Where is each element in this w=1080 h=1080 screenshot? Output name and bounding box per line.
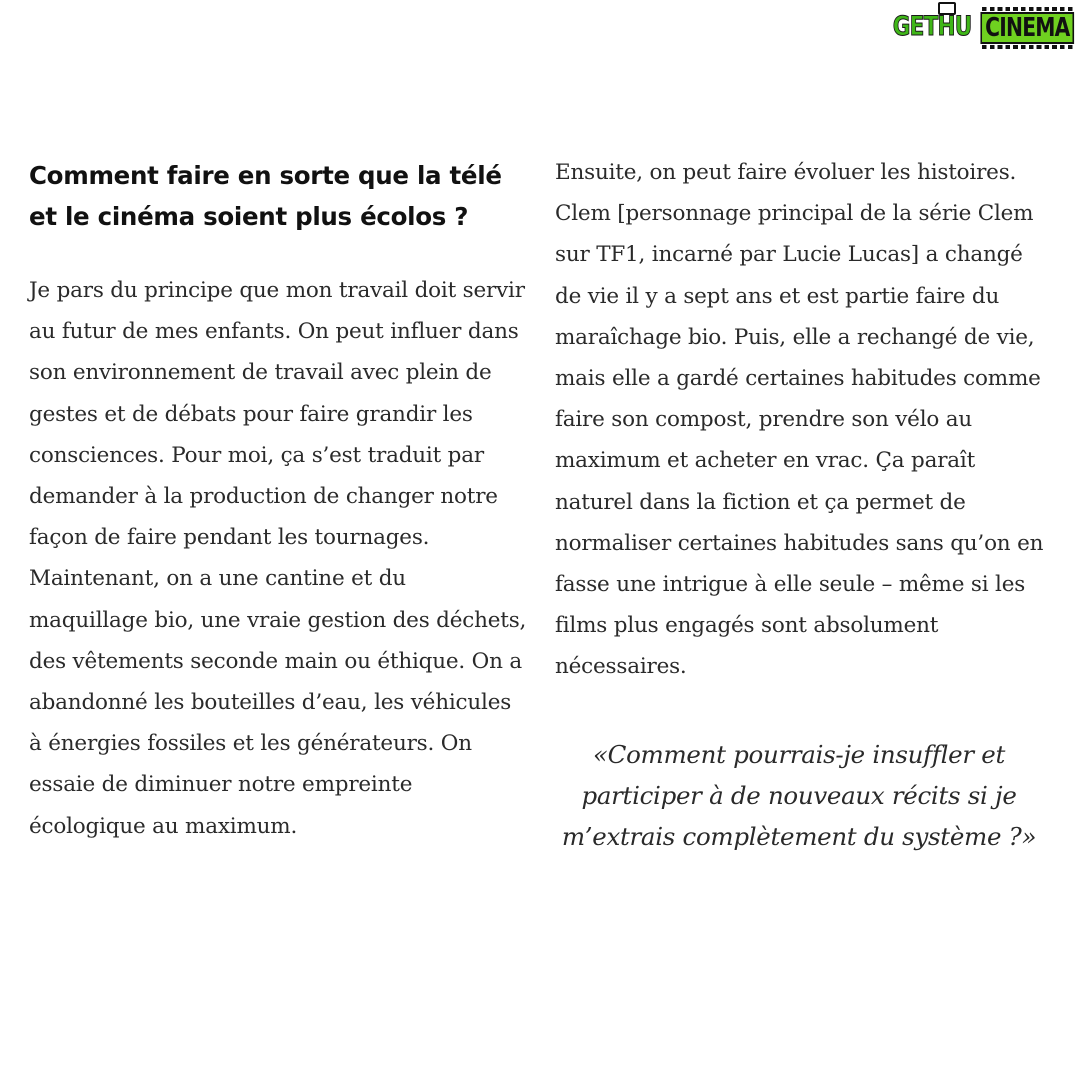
brand-logo <box>873 4 1074 44</box>
article-heading: Comment faire en sorte que la télé et le cinéma soient plus écolos ? <box>29 161 502 231</box>
logo-text-cinema: CINEMA <box>980 12 1074 44</box>
left-paragraph: Je pars du principe que mon travail doit servir au futur de mes enfants. On peut influer dans son environnement de travail avec plein de gestes et de débats pour faire grandir les consciences. Pour moi, ça s’est traduit par demander à la production de changer notre façon de faire pendant les tournages. Maintenant, on a une cantine et du maquillage bio, une vraie gestion des déchets, des vêtements seconde main ou éthique. On a abandonné les bouteilles d’eau, les véhicules à énergies fossiles et les générateurs. On essaie de diminuer notre empreinte écologique au maximum. <box>29 278 527 839</box>
right-paragraph: Ensuite, on peut faire évoluer les histoires. Clem [personnage principal de la série Clem sur TF1, incarné par Lucie Lucas] a changé de vie il y a sept ans et est partie faire du maraîchage bio. Puis, elle a rechangé de vie, mais elle a gardé certaines habitudes comme faire son compost, prendre son vélo au maximum et acheter en vrac. Ça paraît naturel dans la fiction et ça permet de normaliser certaines habitudes sans qu’on en fasse une intrigue à elle seule – même si les films plus engagés sont absolument nécessaires. <box>555 160 1044 680</box>
pull-quote: «Comment pourrais-je insuffler et participer à de nouveaux récits si je m’extrais complètement du système ?» <box>561 739 1037 851</box>
left-column <box>29 152 529 847</box>
logo-text-gethu: GETHU <box>892 11 972 42</box>
right-column <box>555 152 1055 857</box>
